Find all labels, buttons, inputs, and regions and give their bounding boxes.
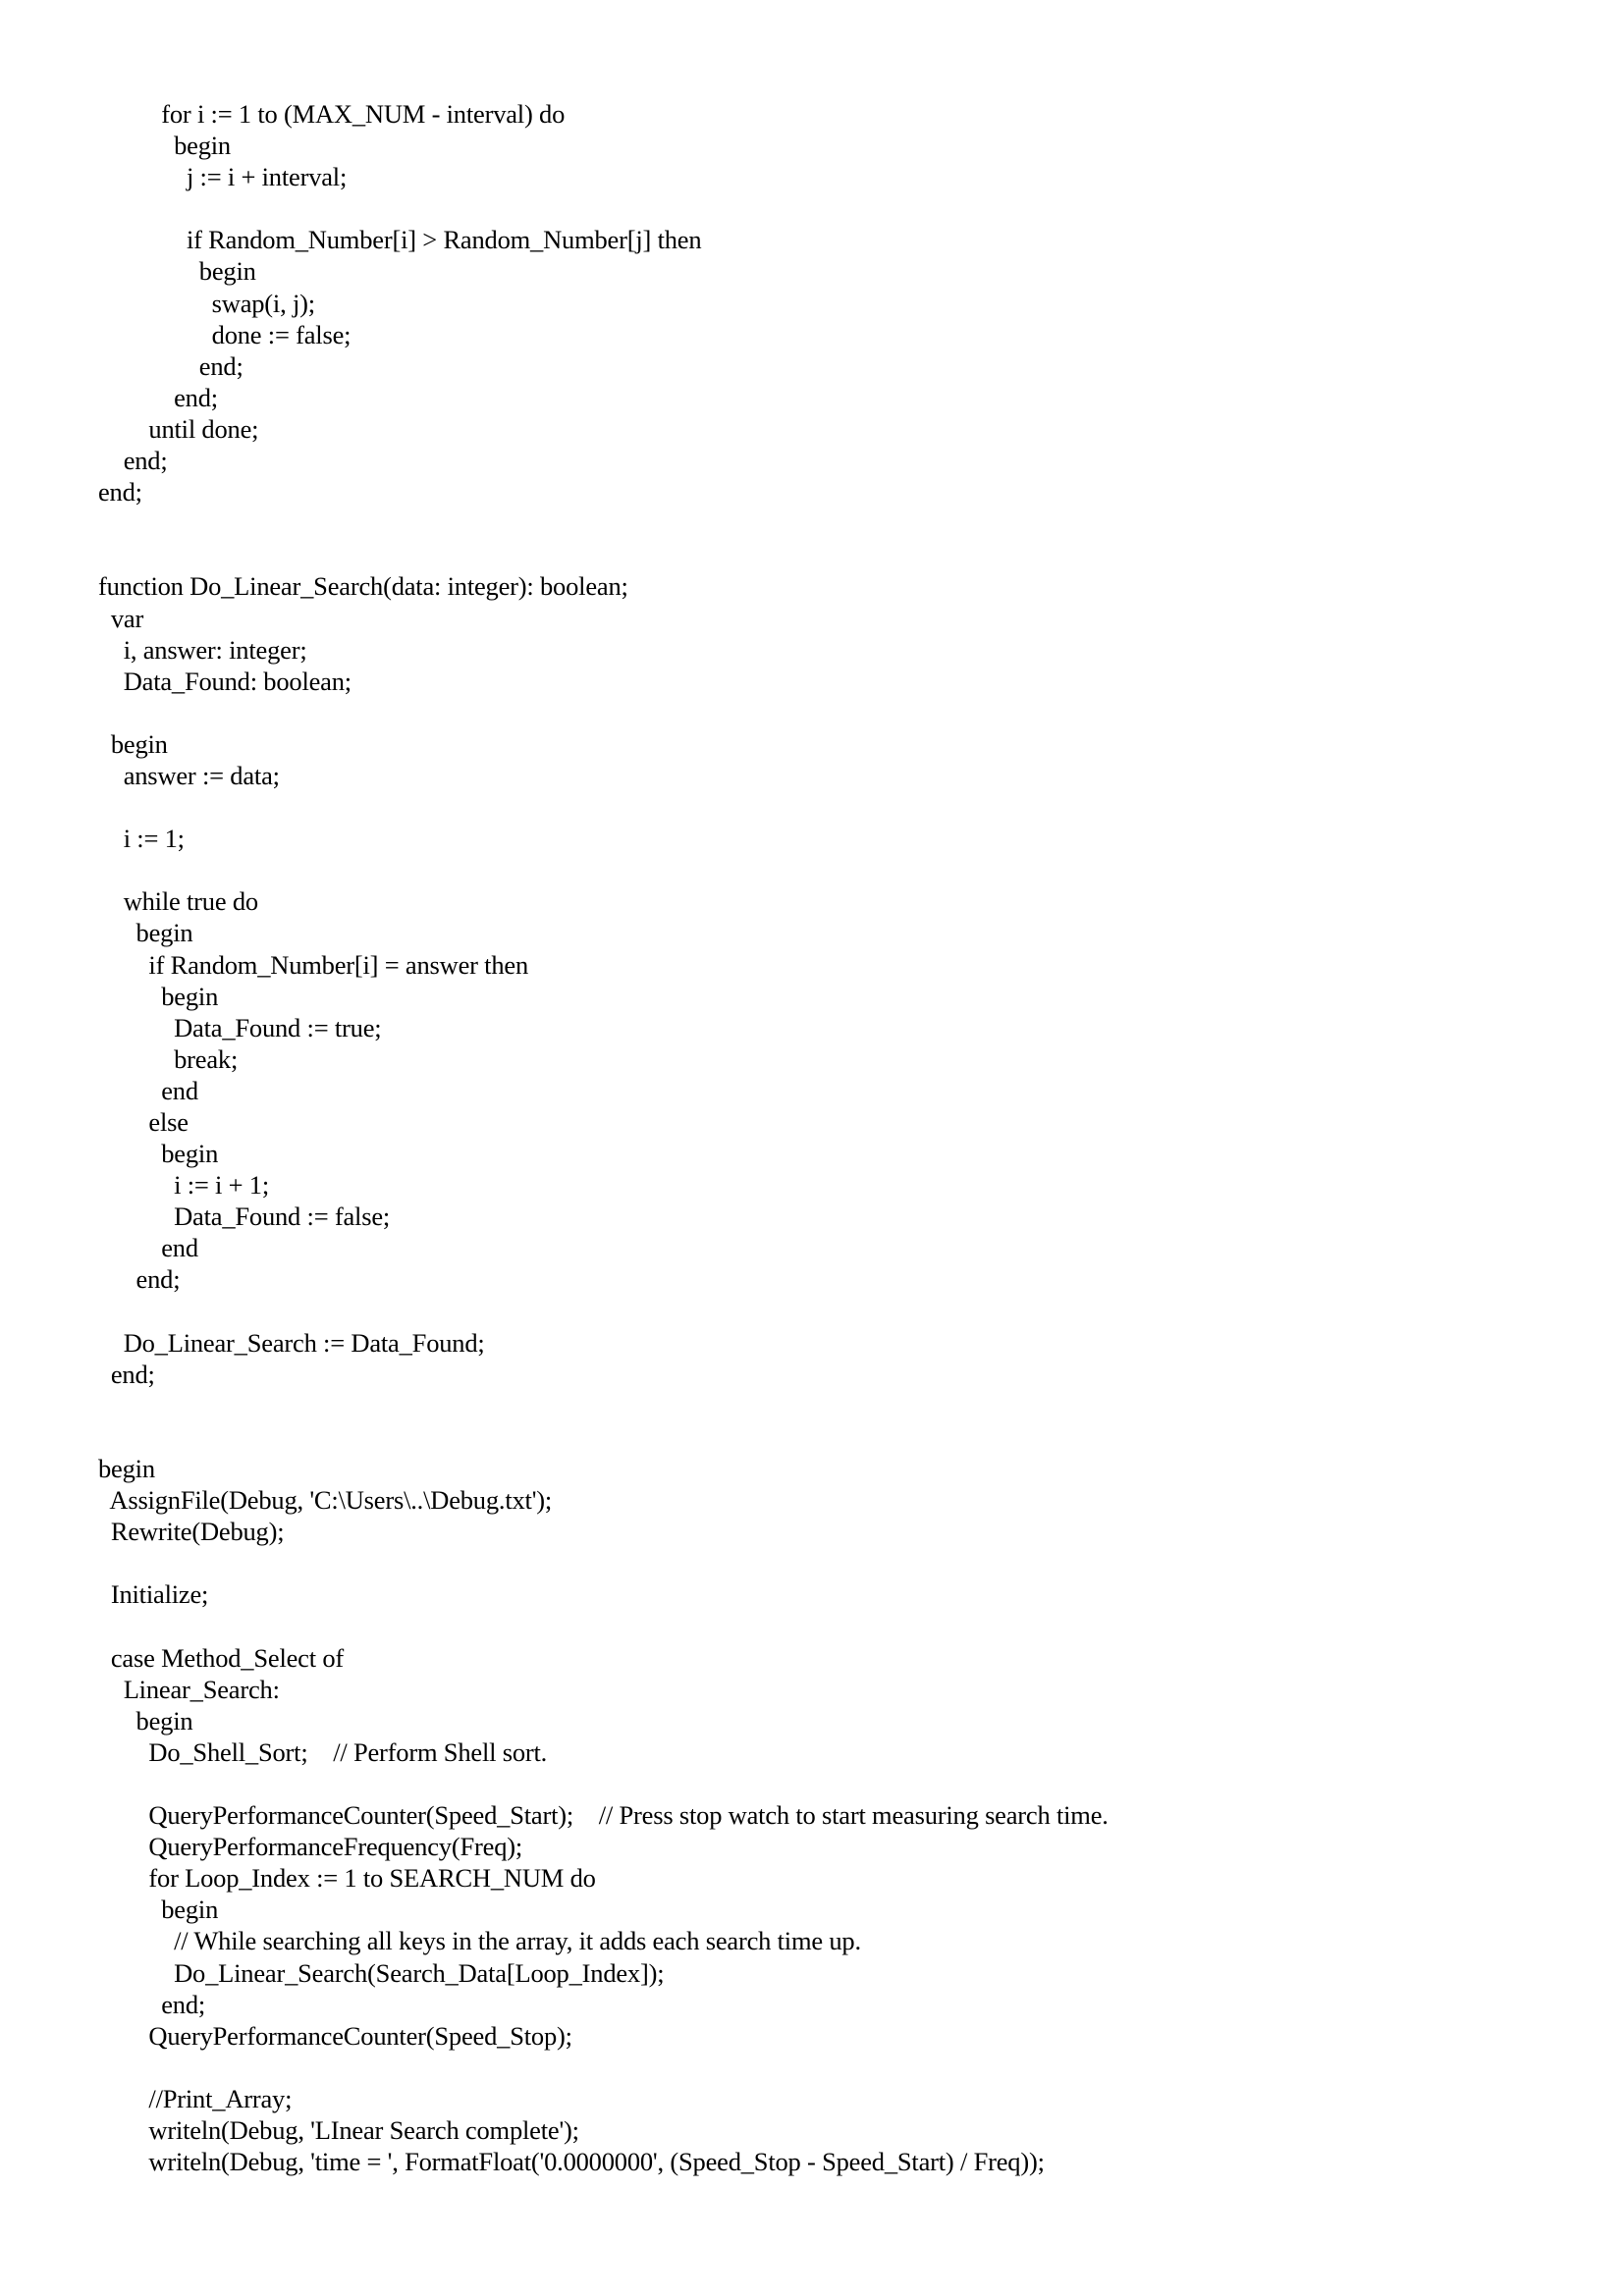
code-line: AssignFile(Debug, 'C:\Users\..\Debug.txt'); bbox=[98, 1485, 553, 1516]
code-line bbox=[98, 854, 1109, 885]
code-line: Do_Shell_Sort; // Perform Shell sort. bbox=[98, 1736, 548, 1767]
code-line: end; bbox=[98, 382, 218, 412]
code-line bbox=[98, 192, 1109, 224]
code-line bbox=[98, 1611, 1109, 1642]
code-line bbox=[98, 1390, 1109, 1421]
code-line: begin bbox=[98, 1705, 193, 1735]
code-line: end; bbox=[98, 477, 142, 507]
code-line: writeln(Debug, 'LInear Search complete'); bbox=[98, 2115, 579, 2145]
code-line bbox=[98, 2052, 1109, 2083]
code-line: function Do_Linear_Search(data: integer): boolean; bbox=[98, 571, 628, 602]
code-line: i, answer: integer; bbox=[98, 634, 307, 665]
code-line: end bbox=[98, 1075, 198, 1105]
code-line: begin bbox=[98, 1454, 155, 1484]
code-line bbox=[98, 791, 1109, 823]
code-line: begin bbox=[98, 728, 168, 759]
code-line: begin bbox=[98, 131, 231, 161]
code-line: QueryPerformanceCounter(Speed_Start); // Press stop watch to start measuring search time. bbox=[98, 1800, 1109, 1831]
code-line: begin bbox=[98, 1139, 219, 1169]
code-line bbox=[98, 1421, 1109, 1453]
code-line: Do_Linear_Search := Data_Found; bbox=[98, 1327, 485, 1358]
code-line: Data_Found := false; bbox=[98, 1201, 391, 1232]
code-line: break; bbox=[98, 1043, 239, 1074]
code-line: i := 1; bbox=[98, 824, 185, 854]
code-line bbox=[98, 697, 1109, 728]
code-line: until done; bbox=[98, 413, 259, 444]
code-line: Rewrite(Debug); bbox=[98, 1517, 285, 1547]
code-line: i := i + 1; bbox=[98, 1170, 269, 1201]
code-line: while true do bbox=[98, 886, 258, 917]
code-line: QueryPerformanceFrequency(Freq); bbox=[98, 1832, 523, 1862]
code-line: for Loop_Index := 1 to SEARCH_NUM do bbox=[98, 1863, 596, 1894]
code-line bbox=[98, 1768, 1109, 1799]
code-line: case Method_Select of bbox=[98, 1642, 345, 1673]
code-line bbox=[98, 507, 1109, 539]
code-line: answer := data; bbox=[98, 760, 280, 790]
code-line bbox=[98, 539, 1109, 570]
code-line: swap(i, j); bbox=[98, 288, 315, 318]
code-line: Data_Found: boolean; bbox=[98, 666, 352, 696]
code-line: if Random_Number[i] = answer then bbox=[98, 949, 529, 980]
code-line: QueryPerformanceCounter(Speed_Stop); bbox=[98, 2020, 572, 2051]
code-line: writeln(Debug, 'time = ', FormatFloat('0.0000000', (Speed_Stop - Speed_Start) / Freq)); bbox=[98, 2147, 1045, 2177]
code-line: begin bbox=[98, 918, 193, 948]
code-line: j := i + interval; bbox=[98, 162, 348, 192]
code-line: Linear_Search: bbox=[98, 1674, 280, 1704]
code-line: begin bbox=[98, 1895, 219, 1925]
code-line: Do_Linear_Search(Search_Data[Loop_Index]); bbox=[98, 1957, 665, 1988]
code-line: end; bbox=[98, 1264, 181, 1295]
code-listing bbox=[98, 98, 1109, 2177]
code-line: done := false; bbox=[98, 319, 352, 349]
code-line: end bbox=[98, 1233, 198, 1263]
code-line: end; bbox=[98, 350, 244, 381]
code-line: // While searching all keys in the array, it adds each search time up. bbox=[98, 1926, 861, 1956]
code-line: begin bbox=[98, 981, 219, 1011]
code-line: end; bbox=[98, 1359, 155, 1389]
code-line: for i := 1 to (MAX_NUM - interval) do bbox=[98, 99, 566, 129]
code-line: Data_Found := true; bbox=[98, 1012, 382, 1042]
code-line: end; bbox=[98, 446, 168, 476]
code-line bbox=[98, 1547, 1109, 1578]
code-line: if Random_Number[i] > Random_Number[j] then bbox=[98, 225, 702, 255]
code-line: else bbox=[98, 1107, 189, 1137]
code-line: //Print_Array; bbox=[98, 2083, 293, 2113]
code-line: end; bbox=[98, 1989, 206, 2019]
code-line: Initialize; bbox=[98, 1579, 209, 1610]
code-line bbox=[98, 1296, 1109, 1327]
code-line: begin bbox=[98, 256, 256, 287]
code-line: var bbox=[98, 603, 144, 633]
